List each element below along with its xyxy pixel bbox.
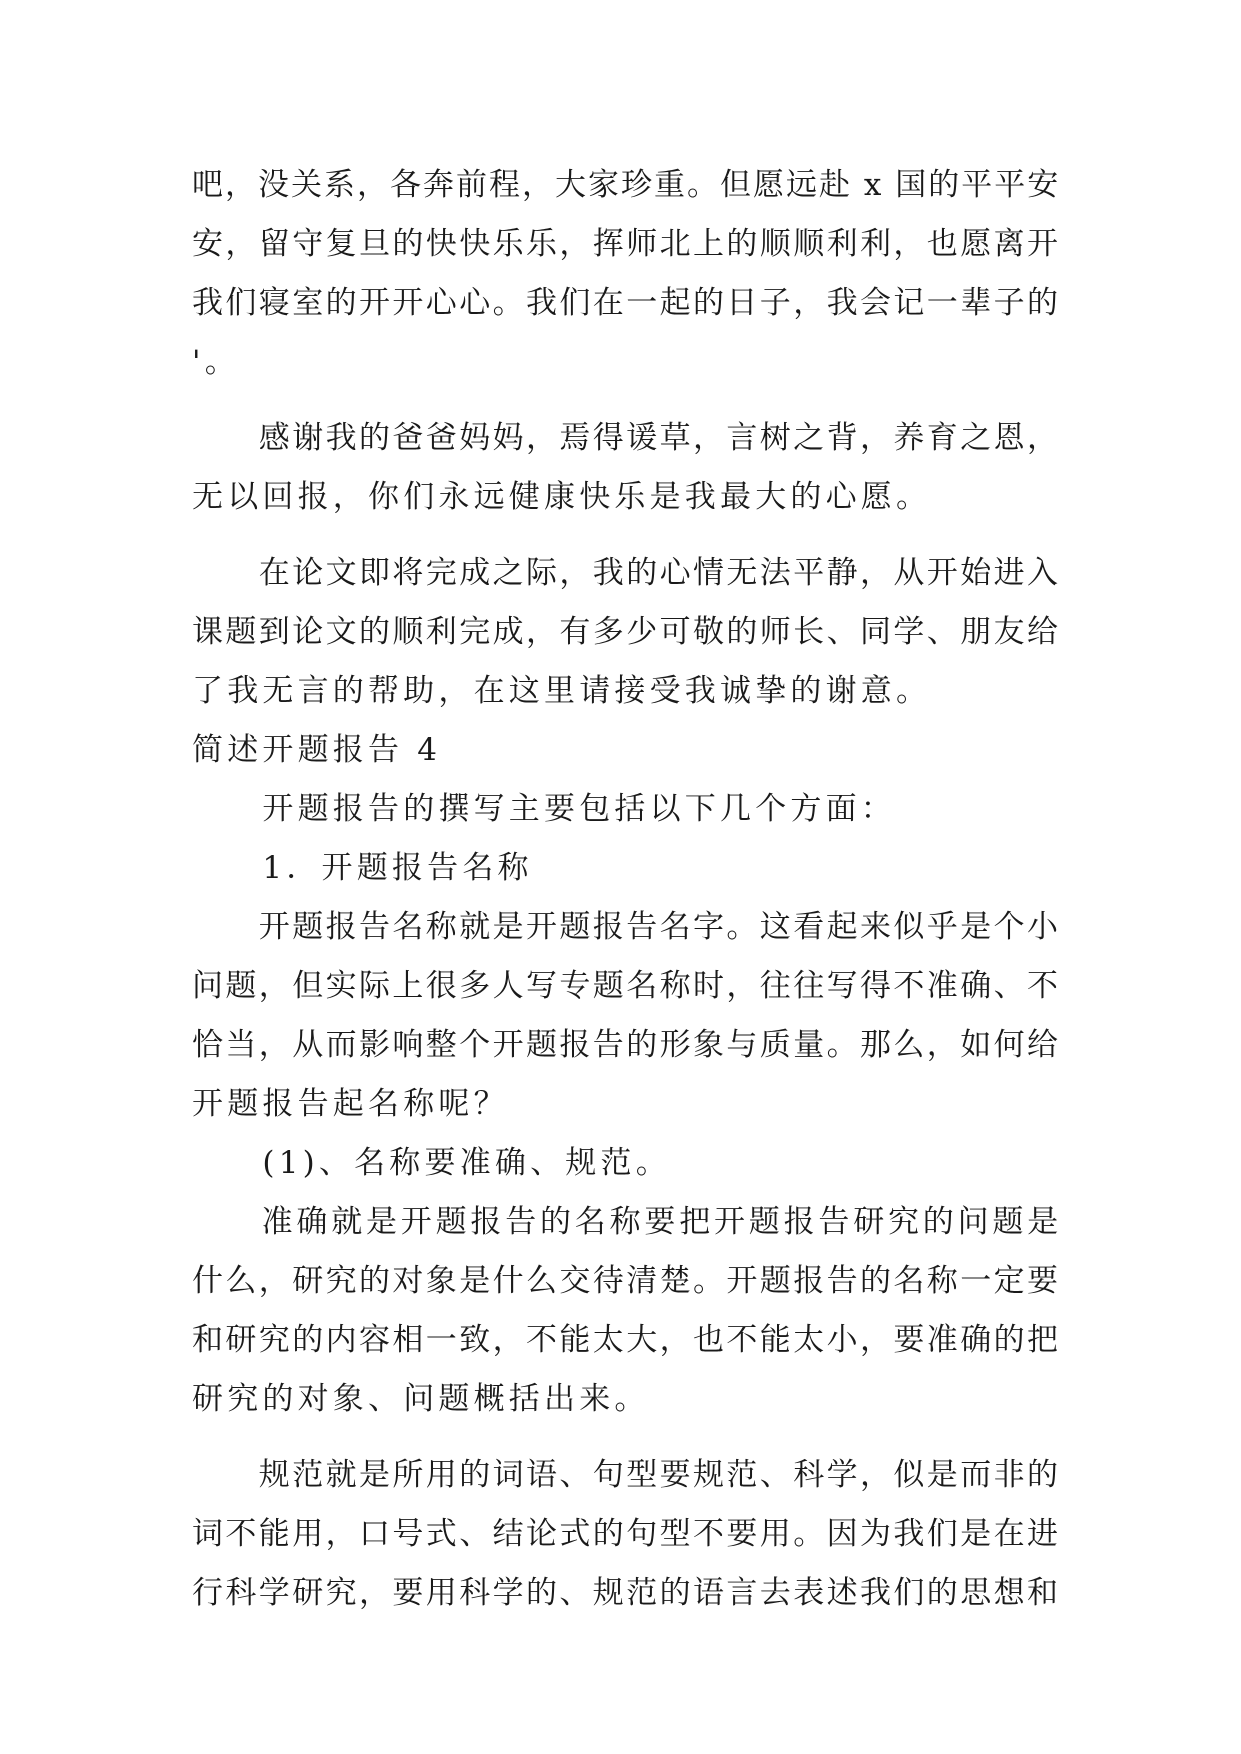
- text-line: 恰当，从而影响整个开题报告的形象与质量。那么，如何给: [192, 1027, 1061, 1063]
- text-line: 吧，没关系，各奔前程，大家珍重。但愿远赴 x 国的平平安: [192, 167, 1061, 203]
- text-line: 课题到论文的顺利完成，有多少可敬的师长、同学、朋友给: [192, 614, 1061, 650]
- text-line: 开题报告名称就是开题报告名字。这看起来似乎是个小: [192, 909, 1061, 945]
- text-line: '。: [192, 344, 240, 380]
- text-line: 1．开题报告名称: [192, 850, 533, 886]
- text-line: 什么，研究的对象是什么交待清楚。开题报告的名称一定要: [192, 1263, 1061, 1299]
- text-line: 开题报告的撰写主要包括以下几个方面：: [192, 791, 896, 827]
- text-line: 安，留守复旦的快快乐乐，挥师北上的顺顺利利，也愿离开: [192, 226, 1061, 262]
- text-line: (1)、名称要准确、规范。: [192, 1145, 671, 1181]
- paragraph-gap: [192, 392, 1062, 409]
- paragraph-gap: [192, 527, 1062, 544]
- text-line: 无以回报，你们永远健康快乐是我最大的心愿。: [192, 479, 932, 515]
- document-body: [192, 156, 1062, 1623]
- text-line: 我们寝室的开开心心。我们在一起的日子，我会记一辈子的: [192, 285, 1061, 321]
- text-line: 词不能用，口号式、结论式的句型不要用。因为我们是在进: [192, 1516, 1061, 1552]
- text-line: 开题报告起名称呢？: [192, 1086, 509, 1122]
- text-line: 研究的对象、问题概括出来。: [192, 1381, 650, 1417]
- text-line: 准确就是开题报告的名称要把开题报告研究的问题是: [192, 1204, 1062, 1240]
- text-line: 问题，但实际上很多人写专题名称时，往往写得不准确、不: [192, 968, 1061, 1004]
- text-line: 和研究的内容相一致，不能太大，也不能太小，要准确的把: [192, 1322, 1061, 1358]
- paragraph-gap: [192, 1429, 1062, 1446]
- text-line: 感谢我的爸爸妈妈，焉得谖草，言树之背，养育之恩，: [192, 420, 1061, 456]
- section-heading: 简述开题报告 4: [192, 732, 442, 768]
- text-line: 行科学研究，要用科学的、规范的语言去表述我们的思想和: [192, 1575, 1061, 1611]
- text-line: 规范就是所用的词语、句型要规范、科学，似是而非的: [192, 1457, 1061, 1493]
- text-line: 在论文即将完成之际，我的心情无法平静，从开始进入: [192, 555, 1061, 591]
- text-line: 了我无言的帮助，在这里请接受我诚挚的谢意。: [192, 673, 932, 709]
